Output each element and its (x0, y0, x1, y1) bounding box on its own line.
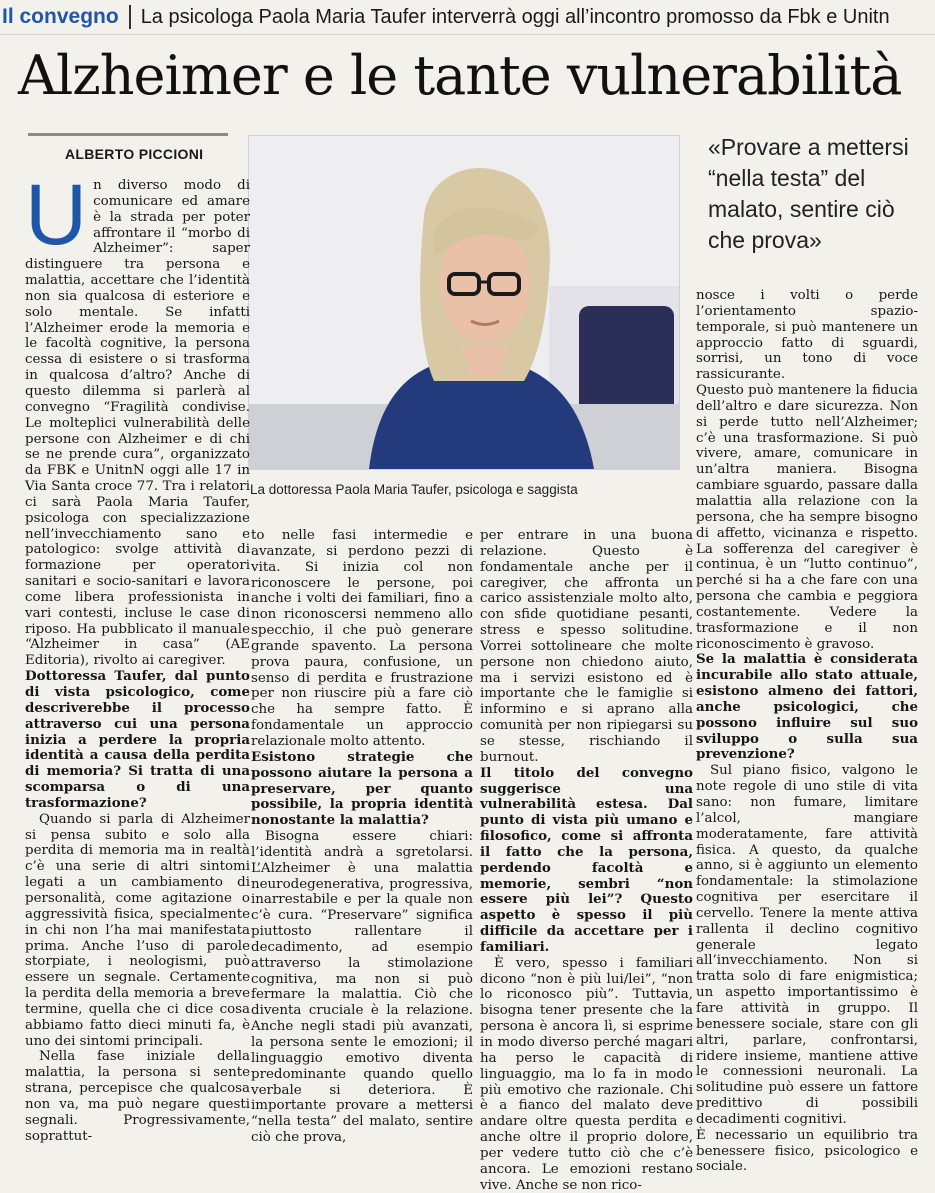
headline: Alzheimer e le tante vulnerabilità (18, 44, 902, 107)
interview-question: Se la malattia è considerata incurabile allo stato attuale, esistono almeno dei fattori, anche psicologici, che possono influire sul suo sviluppo o sulla sua prevenzione? (696, 651, 918, 763)
portrait-photo (248, 135, 680, 470)
section-label: Il convegno (2, 5, 119, 28)
article-paragraph (25, 167, 250, 669)
interview-question: Dottoressa Taufer, dal punto di vista psicologico, come descriverebbe il processo attraverso cui una persona inizia a perdere la propria identità a causa della perdita di memoria? Si tratta di una scomparsa o di una trasformazione? (25, 668, 250, 811)
article-column-1 (25, 167, 250, 1144)
interview-answer: È vero, spesso i familiari dicono “non è più lui/lei”, “non lo riconosco più”. Tuttavia, bisogna tener presente che la persona è ancora lì, si esprime in modo diverso perché magari ha perso le capacità di linguaggio, ma lo fa in modo più emotivo che razionale. Chi è a fianco del malato deve andare oltre questa perdita e anche oltre il proprio dolore, per vedere tutto ciò che c’è ancora. Le emozioni restano vive. Anche se non rico- (480, 955, 693, 1193)
interview-answer: È necessario un equilibrio tra benessere fisico, psicologico e sociale. (696, 1127, 918, 1175)
interview-question: Esistono strategie che possono aiutare la persona a preservare, per quanto possibile, la propria identità nonostante la malattia? (251, 748, 473, 829)
pull-quote: «Provare a mettersi “nella testa” del malato, sentire ciò che prova» (708, 134, 909, 253)
interview-answer: per entrare in una buona relazione. Questo è fondamentale anche per il caregiver, che affronta un carico assistenziale molto alto, con sfide quotidiane pesanti, stress e spesso solitudine. Vorrei sottolineare che molte persone non chiedono aiuto, ma i servizi esistono ed è importante che le famiglie si informino e si aprano alla comunità per non ripiegarsi su se stesse, rischiando il burnout. (480, 528, 693, 765)
article-column-4 (696, 288, 918, 1175)
interview-answer: Questo può mantenere la fiducia dell’altro e dare sicurezza. Non si perde tutto nell’Alzheimer; c’è una trasformazione. Si può vivere, amare, comunicare in un’altra maniera. Bisogna cambiare sguardo, passare dalla malattia alla relazione con la persona, che ha sempre bisogno di affetto, vicinanza e rispetto. La sofferenza del caregiver è continua, è un “lutto continuo”, perché si ha a che fare con una persona che cambia e peggiora costantemente. Vedere la trasformazione e il non riconoscimento è gravoso. (696, 383, 918, 652)
interview-answer: Quando si parla di Alzheimer si pensa subito e solo alla perdita di memoria ma in realtà c’è una serie di altri sintomi legati a un cambiamento di personalità, come agitazione o aggressività fisica, specialmente in chi non l’ha mai manifestata prima. Anche l’uso di parole storpiate, i neologismi, può essere un segnale. Certamente la perdita della memoria a breve termine, quella che ci dice cosa abbiamo fatto dieci minuti fa, è uno dei sintomi principali. (25, 811, 250, 1049)
interview-answer: Sul piano fisico, valgono le note regole di uno stile di vita sano: non fumare, limitare l’alcol, mangiare moderatamente, fare attività fisica. A questo, da qualche anno, si è aggiunto un elemento fondamentale: la stimolazione cognitiva per esercitare il cervello. Tenere la mente attiva rallenta il declino cognitivo generale legato all’invecchiamento. Non si tratta solo di fare enigmistica; un aspetto importantissimo è fare attività in gruppo. Il benessere sociale, stare con gli altri, parlare, confrontarsi, ridere insieme, mantiene attive le connessioni neuronali. La solitudine può essere un fattore predittivo di possibili decadimenti cognitivi. (696, 763, 918, 1127)
interview-answer: to nelle fasi intermedie e avanzate, si perdono pezzi di vita. Si inizia col non riconoscere le persone, poi anche i volti dei familiari, fino a non riconoscersi nemmeno allo specchio, il che può generare grande spavento. La persona prova paura, confusione, un senso di perdita e frustrazione per non riuscire più a fare ciò che ha sempre fatto. È fondamentale un approccio relazionale molto attento. (251, 528, 473, 749)
interview-question: Il titolo del convegno suggerisce una vulnerabilità estesa. Dal punto di vista più umano e filosofico, come si affronta il fatto che la persona, perdendo facoltà e memorie, sembri “non essere più lei”? Questo aspetto è spesso il più difficile da accettare per i familiari. (480, 764, 693, 955)
portrait-illustration (249, 136, 679, 469)
lead-text: n diverso modo di comunicare ed amare è la strada per poter affrontare il “morbo di Alzheimer”: saper distinguere tra persona e malattia, accettare che l’identità non sia qualcosa di esteriore e solo mentale. Se infatti l’Alzheimer erode la memoria e le facoltà cognitive, la persona cessa di esistere o si trasforma in qualcosa d’altro? Anche di questo dilemma si parlerà al convegno “Fragilità condivise. Le molteplici vulnerabilità delle persone con Alzheimer e di chi se ne prende cura”, organizzato da FBK e UnitnN oggi alle 17 in Via Santa croce 77. Tra i relatori ci sarà Paola Maria Taufer, psicologa con specializzazione nell’invecchiamento sano e patologico: svolge attività di formazione per operatori sanitari e socio-sanitari e lavora come libera professionista in vari contesti, incluse le case di riposo. Ha pubblicato il manuale “Alzheimer in casa” (AE Editoria), rivolto ai caregiver. (25, 178, 250, 669)
byline: ALBERTO PICCIONI (65, 146, 204, 162)
kicker-summary: La psicologa Paola Maria Taufer interverrà oggi all’incontro promosso da Fbk e Unitn (140, 5, 890, 28)
interview-answer: Nella fase iniziale della malattia, la persona si sente strana, percepisce che qualcosa non va, ma può negare questi segnali. Progressivamente, soprattut- (25, 1049, 250, 1144)
article-column-2 (251, 528, 473, 1146)
byline-rule (28, 133, 228, 136)
drop-cap: U (25, 167, 88, 263)
section-kicker (0, 0, 935, 35)
photo-caption: La dottoressa Paola Maria Taufer, psicologa e saggista (250, 482, 578, 497)
interview-answer: nosce i volti o perde l’orientamento spazio-temporale, si può mantenere un approccio fatto di sguardi, sorrisi, un tono di voce rassicurante. (696, 288, 918, 383)
interview-answer: Bisogna essere chiari: l’identità andrà a sgretolarsi. L’Alzheimer è una malattia neurodegenerativa, progressiva, inarrestabile e per la quale non c’è cura. “Preservare” significa piuttosto rallentare il decadimento, ad esempio attraverso la stimolazione cognitiva, ma non si può fermare la malattia. Ciò che diventa cruciale è la relazione. Anche negli stadi più avanzati, la persona sente le emozioni; il linguaggio emotivo diventa predominante quando quello verbale si deteriora. È importante provare a mettersi “nella testa” del malato, sentire ciò che prova, (251, 829, 473, 1146)
article-column-3 (480, 528, 693, 1193)
kicker-divider (129, 5, 131, 29)
